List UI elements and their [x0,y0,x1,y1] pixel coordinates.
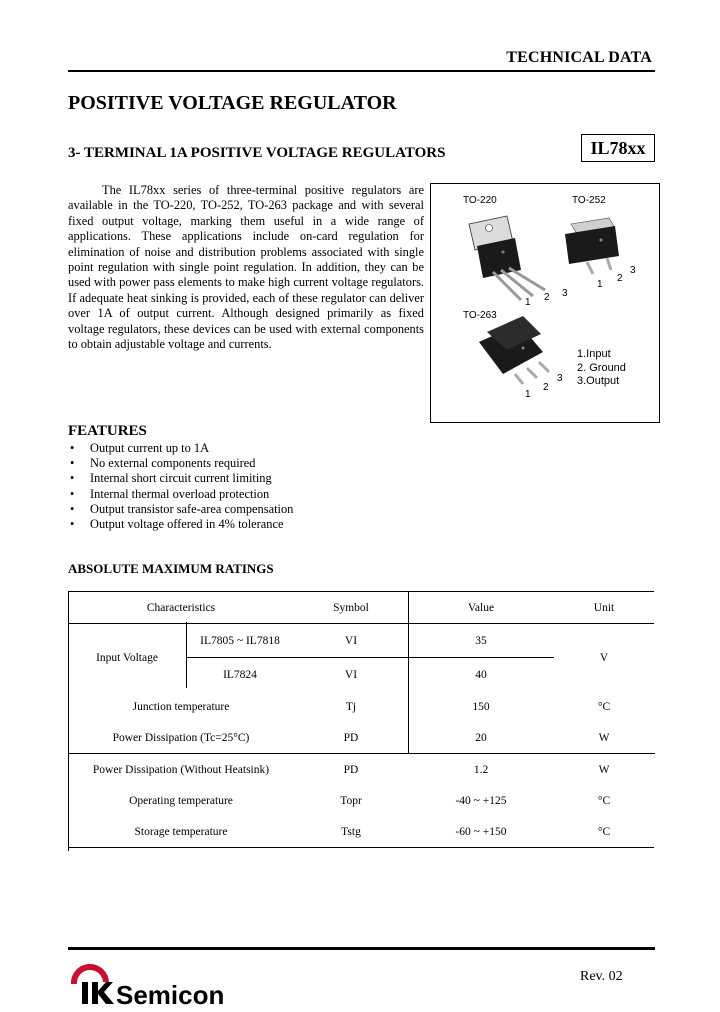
part-number-box: IL78xx [581,134,655,162]
unit-cell: W [598,731,610,744]
description-paragraph: The IL78xx series of three-terminal positive regulators are available in the TO-220, TO-252, TO-263 package and with several fixed output voltage, marking them useful in a wide range of applications. These applications include on-card regulation for elimination of noise and distribution problems associated with single point regulation with single point regulation. In addition, they can be used with power pass elements to make high current voltage regulators. If adequate heat sinking is provided, each of these regulator can deliver over 1A of output current. Although designed primarily as fixed voltage regulators, these devices can be used with external components to obtain adjustable voltage and currents. [68,183,424,352]
characteristic-cell: Junction temperature [132,700,230,713]
feature-item: • Output current up to 1A [70,441,210,455]
features-list [68,441,293,532]
table-row [68,785,654,816]
bullet-icon: • [70,441,75,455]
table-row [68,816,654,848]
bullet-icon: • [70,486,75,501]
page-title: POSITIVE VOLTAGE REGULATOR [68,92,397,114]
ratings-heading: ABSOLUTE MAXIMUM RATINGS [68,561,274,576]
to252-pin-1: 1 [597,279,603,290]
symbol-cell: PD [343,763,359,776]
table-left-border [68,591,69,851]
symbol-cell: Tj [345,700,357,713]
to220-pin-1: 1 [525,297,531,308]
pin-legend-ground: 2. Ground [577,361,626,374]
table-divider [186,622,187,688]
footer-rule [68,947,655,950]
bullet-icon: • [70,456,75,471]
table-row [68,754,654,786]
header-unit: Unit [593,601,615,614]
package-diagram [430,183,660,423]
bullet-icon: • [70,516,75,531]
symbol-cell: VI [294,658,408,692]
symbol-cell: Topr [340,794,362,807]
unit-cell: °C [597,700,611,713]
symbol-cell: Tstg [341,825,361,838]
value-cell: 1.2 [473,763,489,776]
value-cell: 150 [472,700,490,713]
pin-legend-output: 3.Output [577,375,620,387]
to263-pin-2: 2 [543,382,549,393]
to263-pin-1: 1 [525,389,531,400]
to220-pin-3: 3 [562,288,568,299]
feature-item: • No external components required [70,456,256,471]
company-logo [70,962,270,1006]
characteristic-cell: Operating temperature [129,794,233,807]
table-row [68,691,654,722]
ratings-table [68,591,654,848]
bullet-icon: • [70,501,75,516]
unit-cell: °C [597,825,611,838]
characteristic-cell: Storage temperature [134,825,228,838]
to252-package-icon [565,218,619,274]
characteristic-cell: Power Dissipation (Tc=25°C) [112,731,250,744]
input-voltage-label: Input Voltage [96,651,158,664]
unit-cell: W [598,763,610,776]
features-heading: FEATURES [68,423,147,439]
table-row [68,624,654,658]
to220-package-icon [469,216,545,300]
value-cell: -40 ~ +125 [455,794,507,807]
header-symbol: Symbol [333,601,369,614]
value-cell: -60 ~ +150 [455,825,507,838]
svg-text:Semicon: Semicon [116,980,225,1006]
part-range: IL7805 ~ IL7818 [200,634,280,647]
header-characteristics: Characteristics [146,601,216,614]
table-header-row [68,592,654,624]
feature-item: • Internal short circuit current limiting [70,471,272,486]
to263-package-icon [479,316,549,384]
to252-pin-3: 3 [630,265,636,276]
unit-cell: °C [597,794,611,807]
to263-label: TO-263 [463,310,497,321]
bullet-icon: • [70,471,75,486]
part-range: IL7824 [186,658,294,692]
document-header-title: TECHNICAL DATA [506,49,652,66]
revision-label: Rev. 02 [580,969,623,984]
to220-pin-2: 2 [544,292,550,303]
header-rule [68,70,655,72]
value-cell: 20 [475,731,487,744]
symbol-cell: PD [343,731,359,744]
to252-label: TO-252 [572,195,606,206]
to263-pin-3: 3 [557,373,563,384]
to252-pin-2: 2 [617,273,623,284]
characteristic-cell: Power Dissipation (Without Heatsink) [92,763,270,776]
feature-item: • Output transistor safe-area compensation [70,501,294,516]
table-divider [408,591,409,753]
company-logo-image [70,962,270,1006]
header-value: Value [467,601,495,614]
symbol-cell: VI [344,634,358,647]
feature-item: • Output voltage offered in 4% tolerance [70,516,284,531]
value-cell: 40 [475,668,487,681]
to220-label: TO-220 [463,195,497,206]
table-row [68,722,654,754]
table-section-rule [68,753,655,754]
pin-legend-input: 1.Input [577,348,611,360]
pin-legend [577,348,626,389]
page-subtitle: 3- TERMINAL 1A POSITIVE VOLTAGE REGULATORS [68,145,446,161]
value-cell: 35 [408,624,554,658]
feature-item: • Internal thermal overload protection [70,486,270,501]
input-voltage-unit: V [599,651,609,664]
